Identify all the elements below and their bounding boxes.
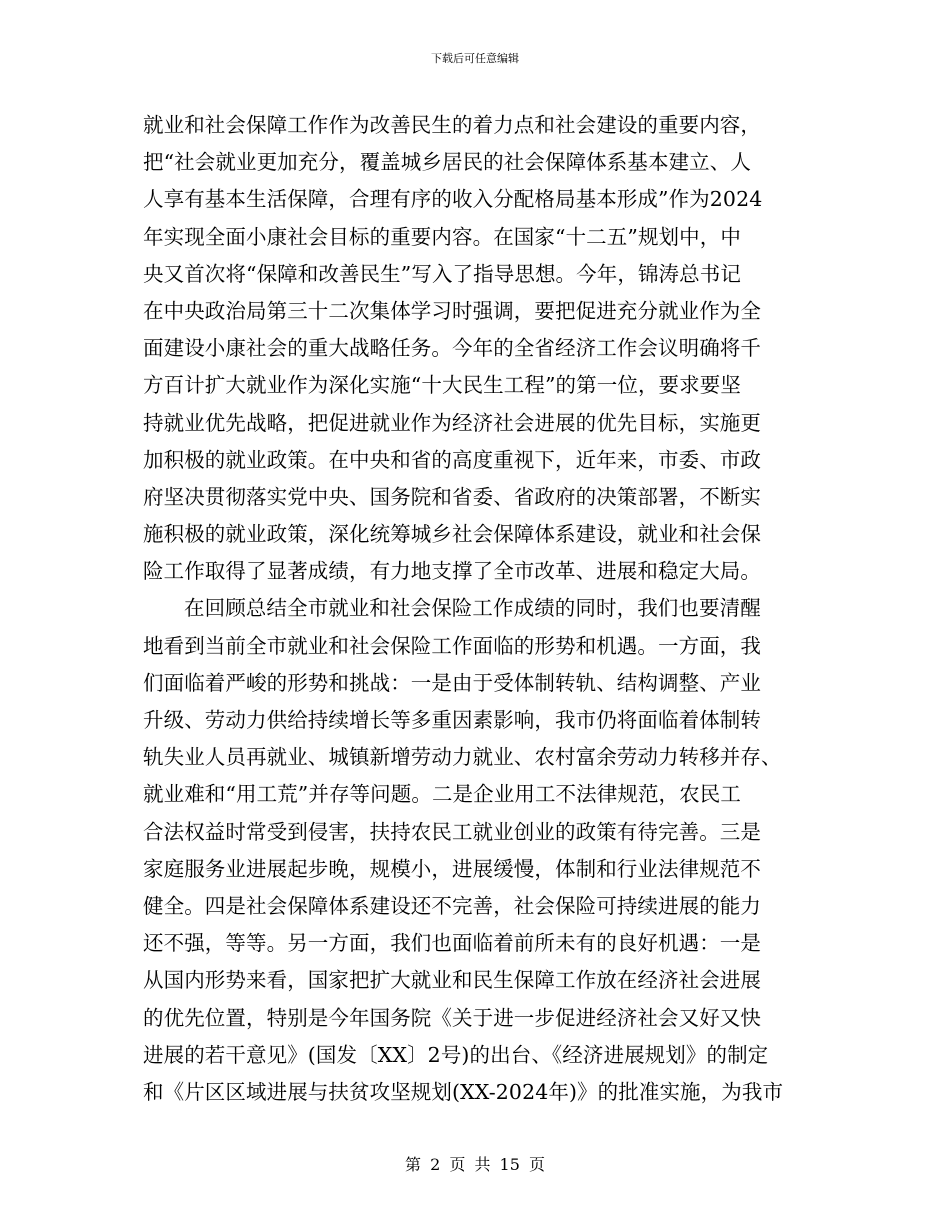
text-line: 加积极的就业政策。在中央和省的高度重视下，近年来，市委、市政 — [143, 447, 761, 472]
text-line: 健全。四是社会保障体系建设还不完善，社会保险可持续进展的能力 — [143, 893, 761, 918]
text-line: 家庭服务业进展起步晚，规模小，进展缓慢，体制和行业法律规范不 — [143, 856, 761, 881]
text-line: 府坚决贯彻落实党中央、国务院和省委、省政府的决策部署，不断实 — [143, 484, 761, 509]
text-line: 还不强，等等。另一方面，我们也面临着前所未有的良好机遇：一是 — [143, 931, 761, 956]
text-line: 地看到当前全市就业和社会保险工作面临的形势和机遇。一方面，我 — [143, 633, 761, 658]
text-line: 和《片区区域进展与扶贫攻坚规划(XX-2024年)》的批准实施，为我市 — [143, 1079, 784, 1104]
text-line: 把“社会就业更加充分，覆盖城乡居民的社会保障体系基本建立、人 — [143, 150, 751, 175]
text-line: 在中央政治局第三十二次集体学习时强调，要把促进充分就业作为全 — [143, 298, 761, 323]
text-line: 就业和社会保障工作作为改善民生的着力点和社会建设的重要内容， — [143, 113, 761, 137]
page-header-note: 下载后可任意编辑 — [431, 52, 519, 65]
text-line: 持就业优先战略，把促进就业作为经济社会进展的优先目标，实施更 — [143, 410, 761, 435]
text-line: 就业难和“用工荒”并存等问题。二是企业用工不法律规范，农民工 — [143, 782, 741, 807]
document-body — [143, 107, 813, 1111]
text-line: 险工作取得了显著成绩，有力地支撑了全市改革、进展和稳定大局。 — [143, 559, 761, 584]
text-line: 的优先位置，特别是今年国务院《关于进一步促进经济社会又好又快 — [143, 1005, 761, 1030]
text-line: 方百计扩大就业作为深化实施“十大民生工程”的第一位，要求要坚 — [143, 373, 741, 398]
text-line: 面建设小康社会的重大战略任务。今年的全省经济工作会议明确将千 — [143, 336, 761, 361]
text-line: 进展的若干意见》(国发〔XX〕2号)的出台、《经济进展规划》的制定 — [143, 1042, 769, 1067]
text-line: 从国内形势来看，国家把扩大就业和民生保障工作放在经济社会进展 — [143, 968, 761, 993]
paragraph-start-line: 在回顾总结全市就业和社会保险工作成绩的同时，我们也要清醒 — [184, 596, 761, 621]
text-line: 施积极的就业政策，深化统筹城乡社会保障体系建设，就业和社会保 — [143, 522, 761, 547]
text-line: 人享有基本生活保障，合理有序的收入分配格局基本形成”作为2024 — [143, 187, 763, 212]
text-line: 合法权益时常受到侵害，扶持农民工就业创业的政策有待完善。三是 — [143, 819, 761, 844]
text-line: 们面临着严峻的形势和挑战：一是由于受体制转轨、结构调整、产业 — [143, 670, 761, 695]
page-number-footer: 第 2 页 共 15 页 — [405, 1155, 545, 1174]
text-line: 升级、劳动力供给持续增长等多重因素影响，我市仍将面临着体制转 — [143, 708, 761, 732]
text-line: 央又首次将“保障和改善民生”写入了指导思想。今年，锦涛总书记 — [143, 261, 741, 286]
text-line: 轨失业人员再就业、城镇新增劳动力就业、农村富余劳动力转移并存、 — [143, 745, 782, 770]
text-line: 年实现全面小康社会目标的重要内容。在国家“十二五”规划中，中 — [143, 224, 741, 249]
